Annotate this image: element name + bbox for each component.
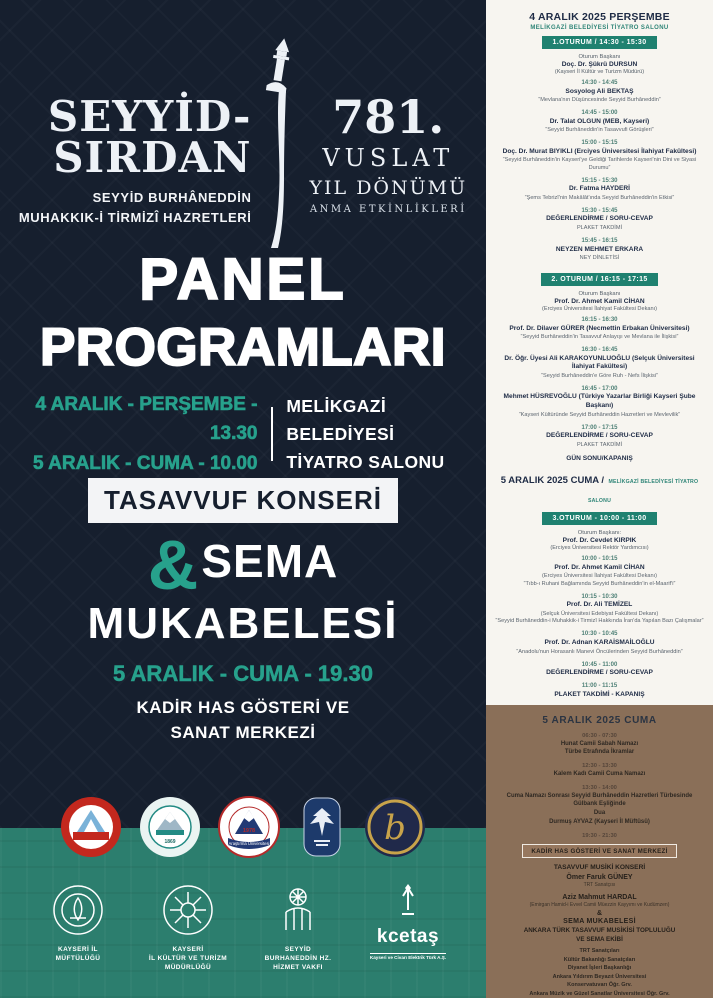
brand-subtitle-line1: SEYYİD BURHÂNEDDİN [92, 190, 252, 206]
item-speaker: Dr. Fatma HAYDERİ [569, 185, 630, 193]
day1-title: 4 ARALIK 2025 PERŞEMBE [529, 11, 670, 23]
text-line: “Kayseri Kültüründe Seyyid Burhâneddin Hazretleri ve Mevlevilik” [518, 411, 681, 418]
brand-divider [259, 38, 301, 250]
item-speaker: Prof. Dr. Ali TEMİZEL [566, 601, 633, 609]
text-line: “Tıbb-ı Ruhani Bağlamında Seyyid Burhâneddin'in el-Maarif'i” [523, 580, 676, 587]
item-time: 14:45 - 15:00 [581, 110, 618, 117]
ampersand: & [596, 910, 603, 917]
text-line: PLAKET TAKDİMİ [576, 225, 623, 232]
item-speaker: Prof. Dr. Dilaver GÜRER (Necmettin Erbakan Üniversitesi) [509, 324, 690, 332]
text-line: Türbe Etrafında İkramlar [564, 749, 635, 756]
item-time: 15:30 - 15:45 [581, 207, 618, 214]
item-details [493, 157, 706, 172]
text-line: İL KÜLTÜR VE TURİZM [148, 954, 228, 962]
chair-label: Oturum Başkanı [578, 54, 621, 60]
item-time: 16:15 - 16:30 [581, 317, 618, 324]
chair-affiliation: (Kayseri İl Kültür ve Turizm Müdürü) [554, 69, 645, 75]
chair-name: Prof. Dr. Ahmet Kamil CİHAN [554, 298, 645, 306]
chair-affiliation: (Erciyes Üniversitesi İlahiyat Fakültesi Dekanı) [541, 306, 658, 313]
friday-event-item [494, 785, 705, 827]
text-line: “Seyyid Burhâneddin'e Göre Ruh - Nefs İlişkisi” [541, 372, 658, 379]
text-line: “Seyyid Burhâneddin'in Tasavvufi Görüşleri” [545, 127, 654, 134]
muftulugu-logo [32, 884, 124, 964]
hizmet-vakfi-logo [252, 884, 344, 972]
kayseri-kultur-turizm-logo-icon [162, 884, 214, 936]
day2-header [493, 469, 706, 507]
kultur-turizm-logo [142, 884, 234, 972]
kcetas-sublabel [370, 953, 446, 960]
ampersand: & [147, 526, 200, 604]
item-time: 16:30 - 16:45 [581, 347, 618, 354]
item-time: 15:15 - 15:30 [581, 177, 618, 184]
program-item [493, 80, 706, 105]
text-line: (Erciyes Üniversitesi İlahiyat Fakültesi Dekanı) [541, 573, 658, 580]
text-line: KAYSERİ İL [58, 946, 98, 953]
item-speaker: Dr. Öğr. Üyesi Ali KARAKOYUNLUOĞLU (Selçuk Üniversitesi İlahiyat Fakültesi) [504, 354, 695, 371]
panel-title [0, 246, 486, 378]
concert-venue-line2: SANAT MERKEZİ [170, 722, 316, 742]
text-line: MÜDÜRLÜĞÜ [164, 963, 212, 971]
program-item [493, 683, 706, 699]
session3-badge: 3.OTURUM - 10:00 - 11:00 [542, 512, 656, 525]
text-line: “Anadolu'nun Horasanlı Manevi Öncülerinden Seyyid Burhâneddin” [516, 648, 683, 655]
concert-announcement [0, 478, 486, 745]
friday-events-items [494, 733, 705, 858]
sponsor-logos-row1 [0, 796, 486, 858]
brand-logo-block [0, 38, 486, 250]
friday-events-title: 5 ARALIK 2025 CUMA [542, 714, 657, 726]
session3-items [493, 556, 706, 699]
day1-venue: MELİKGAZİ BELEDİYESİ TİYATRO SALONU [530, 25, 669, 31]
kcetas-statue-icon [393, 884, 423, 918]
text-line: Durmuş AYVAZ (Kayseri İl Müftüsü) [549, 818, 650, 825]
program-item [493, 556, 706, 588]
kayseri-valiligi-logo-icon [60, 796, 122, 858]
panel-venue-line1: MELİKGAZİ BELEDİYESİ [286, 396, 395, 445]
kcetas-logo [362, 884, 454, 964]
vuslat-781-emblem-icon [364, 796, 426, 858]
brand-title [18, 92, 252, 229]
evening-concert-block [494, 864, 705, 998]
item-time: 10:45 - 11:00 [581, 661, 618, 668]
vertical-divider [271, 407, 274, 461]
item-details [493, 97, 706, 105]
item-speaker: PLAKET TAKDİMİ - KAPANIŞ [554, 690, 645, 698]
item-details [493, 412, 706, 420]
chair-label: Oturum Başkanı: [577, 530, 622, 537]
program-item [493, 347, 706, 380]
item-details [493, 649, 706, 657]
tasavvuf-konseri-badge: TASAVVUF KONSERİ [88, 478, 398, 523]
text-line: Hunat Camii Sabah Namazı [560, 740, 639, 747]
friday-events-section [486, 705, 713, 998]
concert-date: 5 ARALIK - CUMA - 19.30 [113, 661, 373, 686]
friday-event-item [494, 733, 705, 757]
event-time: 19:30 - 21:30 [582, 832, 617, 839]
item-speaker: DEĞERLENDİRME / SORU-CEVAP [546, 669, 653, 677]
chair-affiliation: (Erciyes Üniversitesi Rektör Yardımcısı) [550, 545, 649, 552]
text-line: Gülbank Eşliğinde [573, 801, 626, 808]
concert-credits [494, 947, 705, 998]
anma-etkinlikleri-label: ANMA ETKİNLİKLERİ [309, 204, 467, 215]
seyyid-burhaneddin-vakfi-logo-icon [272, 884, 324, 936]
item-details [493, 225, 706, 233]
item-details [493, 611, 706, 626]
brand-subtitle [19, 188, 252, 228]
text-line: HİZMET VAKFI [273, 963, 323, 971]
item-details [493, 334, 706, 342]
venue-badge: KADİR HAS GÖSTERİ VE SANAT MERKEZİ [522, 844, 676, 858]
hizmet-vakfi-label [252, 946, 344, 972]
calligraphic-stroke-icon [271, 90, 289, 248]
item-speaker: DEĞERLENDİRME / SORU-CEVAP [546, 432, 653, 440]
brand-subtitle-line2: MUHAKKIK-İ TİRMİZÎ HAZRETLERİ [18, 210, 252, 226]
event-time: 06:30 - 07:30 [582, 732, 617, 739]
vuslat-label: VUSLAT [322, 144, 455, 172]
item-time: 10:00 - 10:15 [581, 556, 618, 563]
item-speaker: Dr. Talat OLGUN (MEB, Kayseri) [549, 117, 650, 125]
svg-text:b: b [384, 808, 406, 848]
kayseri-il-muftulugu-logo-icon [52, 884, 104, 936]
panel-program-schedule [486, 0, 713, 705]
artist1-affiliation: TRT Sanatçısı [583, 882, 616, 888]
chair-label: Oturum Başkanı [578, 291, 621, 298]
day2-venue: MELİKGAZİ BELEDİYESİ TİYATRO SALONU [587, 478, 699, 504]
anniversary-block [309, 90, 468, 215]
artist2-name: Aziz Mahmut HARDAL [562, 894, 637, 901]
text-line: MÜFTÜLÜĞÜ [55, 954, 101, 962]
session2-badge: 2. OTURUM / 16:15 - 17:15 [541, 273, 657, 286]
erciyes-universitesi-logo-icon [218, 796, 280, 858]
text-line: Kültür Bakanlığı Sanatçıları [563, 956, 636, 963]
event-details [494, 792, 705, 827]
session2-items [493, 317, 706, 449]
session1-chair [493, 54, 706, 75]
item-speaker: Sosyolog Ali BEKTAŞ [565, 87, 634, 95]
text-line: KAYSERİ [172, 946, 204, 953]
sema-heading: SEMA MUKABELESİ [563, 918, 636, 925]
muftulugu-label [32, 946, 124, 964]
friday-event-item [494, 833, 705, 859]
brand-title-line1: SEYYİD- [47, 92, 252, 141]
text-line: BURHANEDDİN HZ. [264, 954, 332, 962]
text-line: SEYYİD [284, 946, 312, 953]
group-name-line2: VE SEMA EKİBİ [576, 936, 623, 943]
friday-event-item [494, 763, 705, 779]
program-item [493, 594, 706, 626]
anniversary-number: 781. [332, 90, 445, 144]
session1-badge: 1.OTURUM / 14:30 - 15:30 [542, 36, 656, 49]
item-speaker: Doç. Dr. Murat BIYIKLI (Erciyes Üniversitesi İlahiyat Fakültesi) [502, 147, 697, 155]
program-schedule-column [486, 0, 713, 998]
concert-heading: TASAVVUF MUSİKİ KONSERİ [553, 864, 646, 871]
item-details [493, 255, 706, 263]
mukabelesi-label: MUKABELESİ [87, 599, 399, 648]
event-details [494, 740, 705, 757]
text-line: Dua [593, 810, 606, 817]
group-name-line1: ANKARA TÜRK TASAVVUF MUSİKİSİ TOPLULUĞU [523, 927, 676, 934]
text-line: Konservatuvarı Öğr. Grv. [567, 982, 632, 989]
text-line: Diyanet İşleri Başkanlığı [567, 965, 632, 972]
text-line: Cuma Namazı Sonrası Seyyid Burhâneddin Hazretleri Türbesinde [506, 792, 693, 799]
panel-date-1: 4 ARALIK - PERŞEMBE - 13.30 [35, 394, 258, 445]
item-details [493, 127, 706, 135]
item-time: 15:00 - 15:15 [581, 140, 618, 147]
text-line: Ankara Müzik ve Güzel Sanatlar Üniversitesi Öğr. Grv. [529, 990, 670, 997]
panel-title-line1: PANEL [139, 247, 347, 312]
text-line: “Mevlana'nın Düşüncesinde Seyyid Burhâneddin” [538, 97, 661, 104]
text-line: Kayseri ve Civarı Elektrik Türk A.Ş. [369, 955, 447, 960]
brand-title-line2: SIRDAN [53, 133, 252, 183]
buyuksehir-year: 1869 [164, 839, 176, 845]
session1-items [493, 80, 706, 263]
item-details [493, 573, 706, 588]
minaret-icon [259, 36, 301, 95]
program-item [493, 386, 706, 419]
panel-date-2: 5 ARALIK - CUMA - 10.00 [32, 452, 258, 474]
item-time: 17:00 - 17:15 [581, 424, 618, 431]
kcetas-wordmark: kcetaş [376, 926, 440, 947]
concert-venue [0, 696, 486, 745]
sema-label: SEMA [201, 535, 339, 587]
text-line: NEY DİNLETİSİ [579, 255, 620, 262]
text-line: PLAKET TAKDİMİ [576, 441, 623, 448]
day2-title: 5 ARALIK 2025 CUMA / [500, 474, 605, 486]
text-line: “Şems Tebrizî'nin Makâlât'ında Seyyid Burhâneddin'in Etkisi” [524, 194, 675, 201]
panel-venue [286, 392, 486, 476]
event-details [494, 770, 705, 779]
item-time: 11:00 - 11:15 [581, 683, 618, 690]
panel-title-line2: PROGRAMLARI [40, 318, 446, 377]
item-time: 10:30 - 10:45 [581, 631, 618, 638]
program-item [493, 178, 706, 203]
item-speaker: NEYZEN MEHMET ERKARA [555, 245, 644, 253]
item-time: 14:30 - 14:45 [581, 80, 618, 86]
text-line: “Seyyid Burhâneddin'in Tasavvuf Anlayışı ve Mevlana ile İlişkisi” [520, 334, 679, 341]
item-speaker: Prof. Dr. Ahmet Kamil CİHAN [554, 563, 645, 571]
event-time: 12:30 - 13:30 [582, 763, 617, 770]
text-line: TRT Sanatçıları [579, 948, 620, 954]
chair-name: Prof. Dr. Cevdet KIRPIK [562, 537, 637, 545]
kayseri-buyuksehir-belediyesi-logo-icon [139, 796, 201, 858]
artist1-name: Ömer Faruk GÜNEY [566, 874, 633, 881]
session3-chair [493, 530, 706, 551]
melikgazi-belediyesi-logo-icon [297, 796, 347, 858]
program-item [493, 238, 706, 263]
program-item [493, 425, 706, 450]
program-item [493, 662, 706, 678]
panel-venue-line2: TİYATRO SALONU [286, 452, 445, 473]
day1-closing: GÜN SONU/KAPANIŞ [566, 454, 633, 462]
panel-dates-row [0, 390, 486, 478]
item-details [493, 195, 706, 203]
program-item [493, 208, 706, 233]
item-time: 10:15 - 10:30 [581, 593, 618, 600]
program-item [493, 317, 706, 342]
session2-chair [493, 291, 706, 312]
panel-dates [0, 390, 258, 478]
program-item [493, 110, 706, 135]
text-line: Kalem Kadı Camii Cuma Namazı [553, 771, 646, 778]
item-speaker: Mehmet HÜSREVOĞLU (Türkiye Yazarlar Birliği Kayseri Şube Başkanı) [503, 393, 696, 410]
sponsor-logos-row2 [0, 884, 486, 972]
sema-line [0, 525, 486, 605]
program-item [493, 140, 706, 172]
item-time: 15:45 - 16:15 [581, 238, 618, 245]
chair-name: Doç. Dr. Şükrü DURSUN [561, 61, 638, 68]
erciyes-year: 1978 [242, 828, 256, 834]
item-details [493, 373, 706, 381]
text-line: Ankara Yıldırım Beyazıt Üniversitesi [552, 973, 647, 980]
artist2-affiliation: (Emirgan Hamid-i Evvel Camii Müezzin Kayyımı ve Kudümzen) [529, 902, 670, 908]
event-time: 13:30 - 14:00 [582, 784, 617, 791]
concert-venue-line1: KADİR HAS GÖSTERİ VE [136, 698, 350, 717]
item-speaker: Prof. Dr. Adnan KARAİSMAİLOĞLU [544, 638, 655, 646]
text-line: “Seyyid Burhâneddin-i Muhakkik-i Tirmizî Hakkında İran'da Yapılan Bazı Çalışmalar” [495, 618, 704, 625]
yil-donumu-label: YIL DÖNÜMÜ [309, 177, 468, 199]
item-details [493, 442, 706, 450]
item-time: 16:45 - 17:00 [581, 385, 618, 392]
text-line: (Selçuk Üniversitesi Edebiyat Fakültesi Dekanı) [540, 610, 659, 617]
kultur-turizm-label [142, 946, 234, 972]
erciyes-banner: Araştırma Üniversitesi [228, 841, 270, 846]
program-item [493, 631, 706, 656]
text-line: “Seyyid Burhâneddin'in Kayseri'ye Geldiği Tarihlerde Kayseri'nin Dini ve Siyasi Durumu” [502, 157, 697, 171]
item-speaker: DEĞERLENDİRME / SORU-CEVAP [546, 215, 653, 223]
